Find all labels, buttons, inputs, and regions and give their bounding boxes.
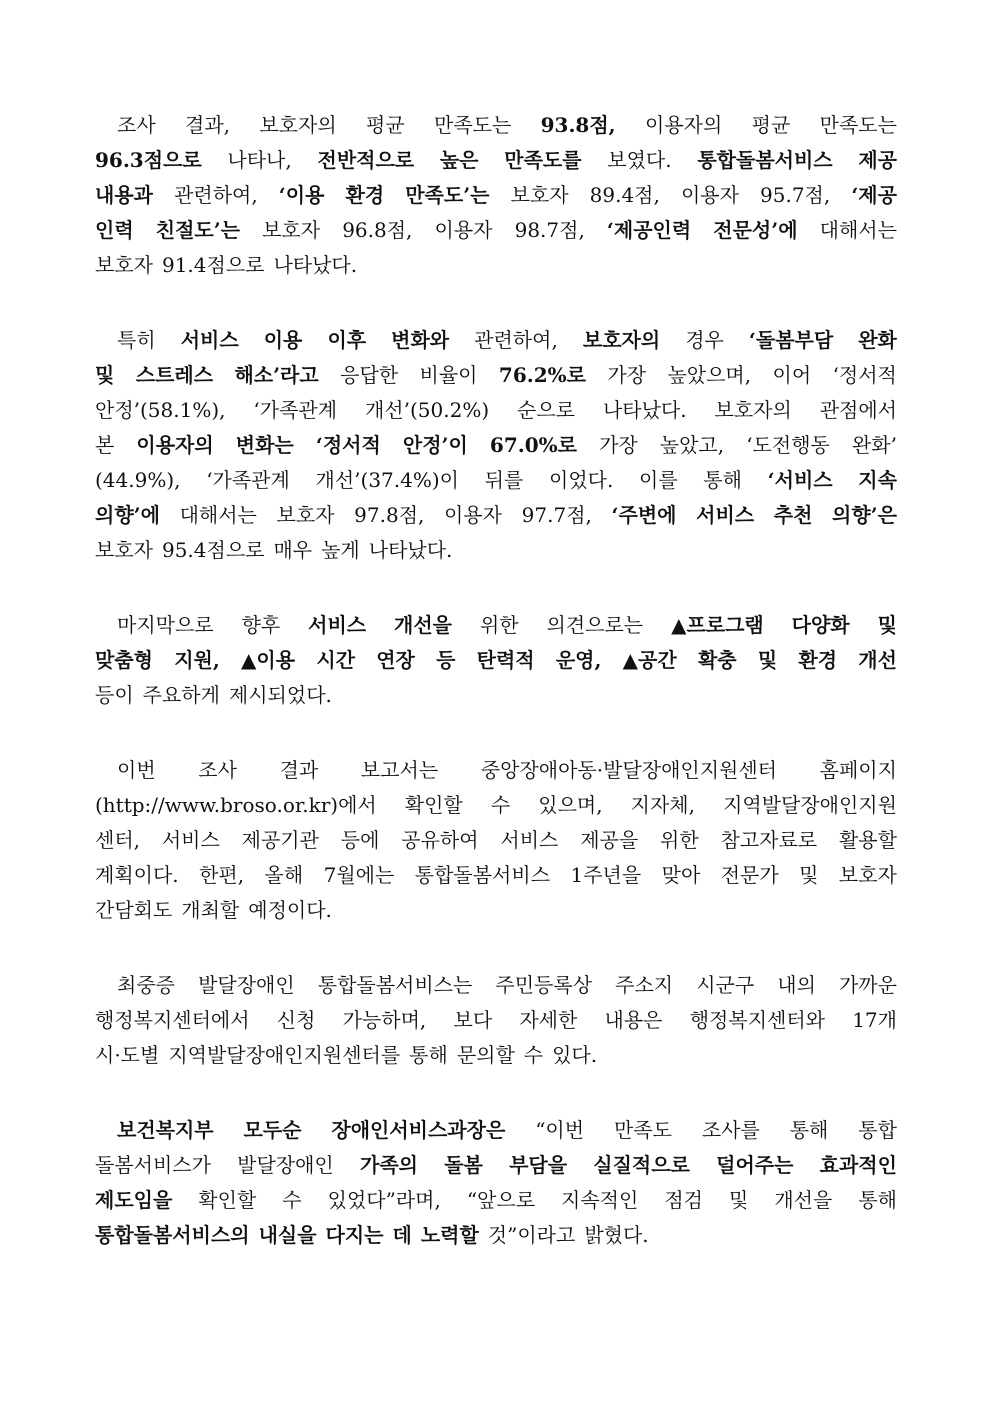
word: 주민등록상 [495,973,593,997]
word: 97.7점, [521,503,592,527]
bold-word: 모두순 [243,1118,302,1142]
word: 문의할 [456,1043,515,1067]
bold-word: 개선을 [394,613,452,637]
bold-word: 의향’에 [95,503,160,527]
word: 주소지 [615,973,674,997]
bold-word: 인력 [95,218,134,242]
word: 높게 [321,538,360,562]
bold-word: 변화는 [235,433,294,457]
word: 최중증 [117,973,175,997]
text-line [95,1003,897,1038]
word: 17개 [852,1008,897,1032]
word: 한편, [199,863,245,887]
bold-word: 추천 [773,503,813,527]
bold-word: 스트레스 [135,363,214,387]
paragraph [95,1113,897,1253]
bold-word: 67.0%로 [489,433,577,457]
text-line [95,248,897,283]
word: 통합돌봄서비스는 [317,973,473,997]
bold-word: ‘서비스 [767,468,833,492]
bold-word: 완화 [858,328,897,352]
bold-word: 높은 [439,148,479,172]
word: 시군구 [696,973,755,997]
word: 지역발달장애인지원 [723,793,897,817]
text-line [95,1148,897,1183]
document-page [95,108,897,1293]
word: 가장 [599,433,638,457]
word: 참고자료로 [720,828,818,852]
paragraph [95,753,897,928]
word: 평균 [751,113,791,137]
word: 통해 [858,1188,897,1212]
word: 보호자 [95,538,153,562]
bold-word: 및 [95,363,115,387]
word: 통합돌봄서비스 [414,863,551,887]
word: 행정복지센터와 [689,1008,825,1032]
word: 결과, [185,113,230,137]
word: 가능하며, [342,1008,427,1032]
word: “이번 [535,1118,585,1142]
word: 점검 [664,1188,703,1212]
word: 경우 [685,328,724,352]
text-line [95,1038,897,1073]
word: 센터, [95,828,140,852]
word: 89.4점, [589,183,660,207]
word: 관련하여, [474,328,558,352]
bold-word: 가족의 [360,1153,418,1177]
word: 나타났다. [368,538,453,562]
word: 내용은 [604,1008,663,1032]
bold-word: 76.2%로 [498,363,586,387]
word: 통해 [789,1118,829,1142]
word: 만족도 [613,1118,672,1142]
text-line [95,358,897,393]
bold-word: 시간 [316,648,355,672]
bold-word: 전반적으로 [317,148,415,172]
text-line [95,788,897,823]
bold-word: ▲공간 [622,648,677,672]
text-line [95,678,897,713]
word: 평균 [366,113,405,137]
text-line [95,753,897,788]
word: 가장 [607,363,647,387]
word: 행정복지센터에서 [95,1008,250,1032]
word: 올해 [264,863,304,887]
bold-word: 지원, [174,648,220,672]
text-line [95,323,897,358]
word: 확인할 [404,793,463,817]
bold-word: 친절도’는 [155,218,240,242]
word: 97.8점, [354,503,425,527]
word: 예정이다. [248,898,332,922]
word: (44.9%), [95,468,181,492]
word: 제공을 [580,828,639,852]
word: 95.7점, [760,183,831,207]
word: 밝혔다. [584,1223,649,1247]
bold-word: 이후 [327,328,367,352]
bold-word: 지속 [858,468,897,492]
word: 공유하여 [401,828,479,852]
word: 시·도별 [95,1043,160,1067]
bold-word: 돌봄 [444,1153,483,1177]
bold-word: 데 [392,1223,412,1247]
word: 간담회도 [95,898,173,922]
word: 제시되었다. [228,683,332,707]
bold-word: ‘이용 [278,183,325,207]
word: 보호자 [262,218,321,242]
bold-word: 환경 [345,183,385,207]
text-line [95,608,897,643]
bold-word: 통합돌봄서비스의 [95,1223,250,1247]
word: 이어 [772,363,812,387]
word: 향후 [241,613,281,637]
word: ‘가족관계 [206,468,290,492]
word: 서비스 [500,828,559,852]
bold-word: 이용자의 [136,433,214,457]
word: “앞으로 [466,1188,536,1212]
word: 만족도는 [434,113,512,137]
word: 높았으며, [667,363,752,387]
bold-word: 제공 [858,148,897,172]
bold-word: 서비스 [180,328,239,352]
word: 통해 [703,468,742,492]
paragraph [95,323,897,568]
text-line [95,428,897,463]
bold-word: 안정’이 [402,433,468,457]
bold-word: 93.8점, [540,113,616,137]
word: 등에 [340,828,380,852]
word: 98.7점, [514,218,585,242]
word: 비율이 [419,363,478,387]
text-line [95,1183,897,1218]
word: 및 [799,863,819,887]
word: 이용자 [434,218,493,242]
text-line [95,498,897,533]
word: 맞아 [661,863,701,887]
bold-word: 서비스 [696,503,755,527]
text-line [95,463,897,498]
bold-word: 변화와 [391,328,450,352]
paragraph [95,968,897,1073]
text-line [95,213,897,248]
word: 이번 [117,758,156,782]
text-line [95,393,897,428]
word: 수 [490,793,511,817]
word: 수 [523,1043,544,1067]
bold-word: ‘제공 [851,183,897,207]
word: 자세한 [519,1008,578,1032]
word: 매우 [273,538,313,562]
word: 본 [95,433,115,457]
word: 보였다. [607,148,672,172]
word: 대해서는 [179,503,257,527]
bold-word: 노력할 [420,1223,479,1247]
word: ‘도전행동 [746,433,830,457]
word: 뒤를 [484,468,524,492]
word: 확인할 [198,1188,257,1212]
text-line [95,893,897,928]
bold-word: 통합돌봄서비스 [697,148,833,172]
word: 보호자 [95,253,153,277]
word: 중앙장애아동·발달장애인지원센터 [480,758,777,782]
word: 만족도는 [819,113,897,137]
word: 관점에서 [819,398,897,422]
word: 개선’(37.4%)이 [315,468,459,492]
word: 수 [282,1188,302,1212]
word: 홈페이지 [819,758,897,782]
word: 개최할 [181,898,240,922]
word: 나타났다. [273,253,358,277]
word: 응답한 [340,363,399,387]
word: 지역발달장애인지원센터를 [168,1043,401,1067]
word: 통해 [409,1043,448,1067]
bold-word: 덜어주는 [716,1153,794,1177]
word: 위한 [479,613,519,637]
word: 나타났다. [602,398,687,422]
text-line [95,1113,897,1148]
word: 보호자 [510,183,569,207]
word: 등이 [95,683,134,707]
bold-word: 서비스 [308,613,367,637]
word: 발달장애인 [237,1153,334,1177]
bold-word: 96.3점으로 [95,148,202,172]
word: 의견으로는 [546,613,644,637]
text-line [95,643,897,678]
bold-word: 개선 [858,648,897,672]
word: 보호자의 [714,398,792,422]
bold-word: 부담을 [509,1153,568,1177]
word: 발달장애인 [198,973,295,997]
word: 가까운 [838,973,897,997]
word: 결과 [279,758,319,782]
word: 있다. [552,1043,598,1067]
bold-word: 내실을 [258,1223,317,1247]
word: 전문가 [720,863,779,887]
word: 있으며, [538,793,603,817]
word: 개선’(50.2%) [364,398,490,422]
word: 완화’ [851,433,897,457]
word: 안정’(58.1%), [95,398,226,422]
bold-word: 운영, [555,648,602,672]
word: 서비스 [161,828,220,852]
word: 보호자의 [259,113,337,137]
word: 신청 [276,1008,316,1032]
word: 나타나, [227,148,292,172]
word: ‘정서적 [832,363,897,387]
word: 이를 [639,468,678,492]
bold-word: ‘주변에 [611,503,677,527]
bold-word: 의향’은 [832,503,897,527]
bold-word: 맞춤형 [95,648,153,672]
bold-word: 다지는 [325,1223,384,1247]
word: 보호자 [838,863,897,887]
bold-word: 내용과 [95,183,153,207]
word: 것”이라고 [487,1223,576,1247]
bold-word: 제도임을 [95,1188,173,1212]
text-line [95,858,897,893]
word: 개선을 [774,1188,833,1212]
bold-word: 장애인서비스과장은 [331,1118,506,1142]
word: 관련하여, [174,183,258,207]
bold-word: 등 [436,648,456,672]
word: 돌봄서비스가 [95,1153,211,1177]
bold-word: ▲이용 [241,648,296,672]
word: 마지막으로 [117,613,214,637]
text-line [95,108,897,143]
word: 활용할 [838,828,897,852]
text-line [95,143,897,178]
bold-word: 만족도’는 [405,183,490,207]
bold-word: 이용 [263,328,303,352]
word: 통합 [858,1118,897,1142]
bold-word: 환경 [798,648,838,672]
bold-word: 탄력적 [476,648,535,672]
bold-word: 효과적인 [819,1153,897,1177]
word: 제공기관 [241,828,319,852]
word: 순으로 [517,398,576,422]
bold-word: 및 [757,648,778,672]
bold-word: 보건복지부 [117,1118,214,1142]
word: 위한 [660,828,699,852]
bold-word: 전문성’에 [713,218,798,242]
word: 이었다. [549,468,614,492]
word: 조사 [198,758,237,782]
text-line [95,178,897,213]
word: 조사를 [701,1118,760,1142]
word: 높았고, [659,433,725,457]
bold-word: 보호자의 [582,328,661,352]
word: 이용자 [680,183,739,207]
bold-word: ▲프로그램 [671,613,764,637]
word: 지속적인 [561,1188,639,1212]
bold-word: 만족도를 [504,148,582,172]
word: 및 [728,1188,749,1212]
word: 보다 [453,1008,493,1032]
word: 주요하게 [142,683,220,707]
word: 특히 [117,328,156,352]
bold-word: 다양화 [791,613,850,637]
word: 계획이다. [95,863,179,887]
paragraph [95,108,897,283]
word: 1주년을 [570,863,642,887]
word: 조사 [117,113,156,137]
bold-word: 연장 [376,648,415,672]
word: 보고서는 [360,758,439,782]
word: 내의 [777,973,816,997]
word: 91.4점으로 [161,253,265,277]
bold-word: 및 [877,613,897,637]
bold-word: 확충 [697,648,737,672]
word: 96.8점, [342,218,413,242]
word: 보호자 [276,503,335,527]
word: 대해서는 [819,218,897,242]
word: (http://www.broso.or.kr)에서 [95,793,377,817]
word: 지자체, [630,793,695,817]
word: 있었다”라며, [327,1188,441,1212]
text-line [95,823,897,858]
word: ‘가족관계 [253,398,338,422]
word: 이용자 [444,503,502,527]
word: 7월에는 [323,863,395,887]
bold-word: ‘정서적 [315,433,381,457]
bold-word: 실질적으로 [593,1153,690,1177]
text-line [95,1218,897,1253]
bold-word: ‘돌봄부담 [748,328,834,352]
bold-word: ‘제공인력 [606,218,692,242]
text-line [95,533,897,568]
word: 이용자의 [645,113,723,137]
word: 95.4점으로 [161,538,265,562]
bold-word: 해소’라고 [234,363,319,387]
text-line [95,968,897,1003]
paragraph [95,608,897,713]
